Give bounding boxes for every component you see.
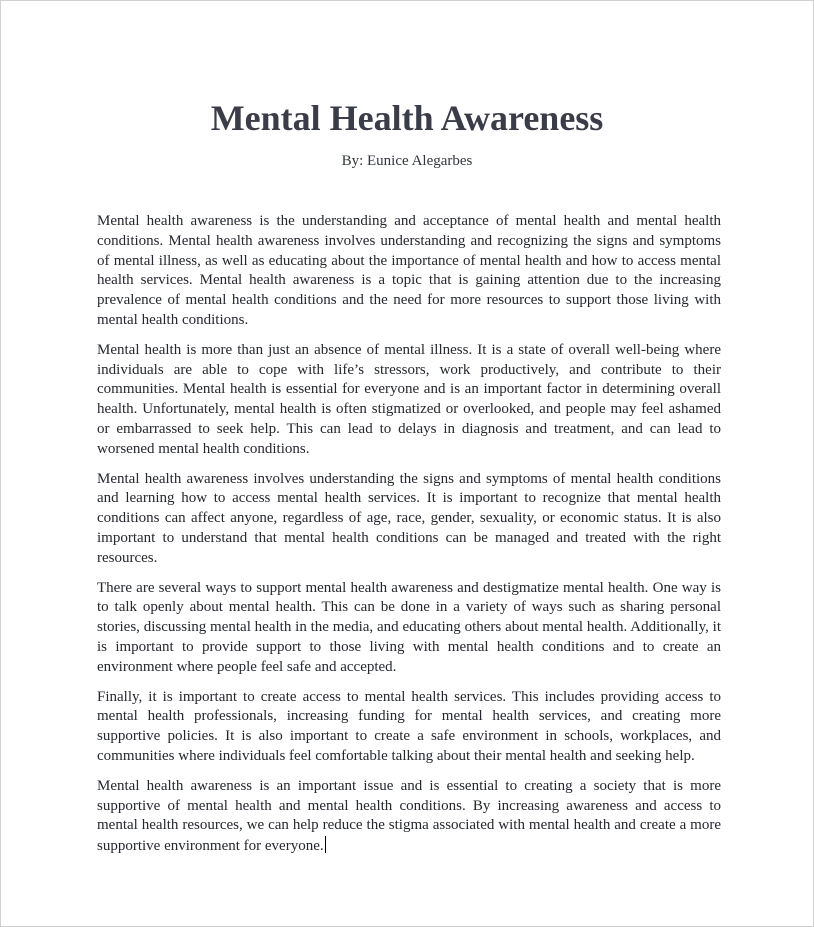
paragraph-last-text: Mental health awareness is an important issue and is essential to creating a society that is more supportive of mental health and mental health conditions. By increasing awareness and access to mental health resources, we can help reduce the stigma associated with mental health and create a more supportive environment for everyone. bbox=[97, 777, 721, 855]
paragraph: Mental health awareness involves understanding the signs and symptoms of mental health conditions and learning how to access mental health services. It is important to recognize that mental health conditions can affect anyone, regardless of age, race, gender, sexuality, or economic status. It is also important to understand that mental health conditions can be managed and treated with the right resources. bbox=[97, 470, 721, 566]
document-body[interactable] bbox=[97, 212, 721, 867]
paragraph-last bbox=[97, 777, 721, 857]
text-cursor bbox=[325, 836, 326, 853]
paragraph: There are several ways to support mental health awareness and destigmatize mental health. One way is to talk openly about mental health. This can be done in a variety of ways such as sharing personal stories, discussing mental health in the media, and educating others about mental health. Additionally, it is important to provide support to those living with mental health conditions and to create an environment where people feel safe and accepted. bbox=[97, 579, 721, 675]
paragraph: Mental health awareness is the understanding and acceptance of mental health and mental health conditions. Mental health awareness involves understanding and recognizing the signs and symptoms of mental illness, as well as educating about the importance of mental health and how to access mental health services. Mental health awareness is a topic that is gaining attention due to the increasing prevalence of mental health conditions and the need for more resources to support those living with mental health conditions. bbox=[97, 213, 721, 328]
document-title: Mental Health Awareness bbox=[210, 98, 604, 138]
paragraph: Finally, it is important to create access to mental health services. This includes providing access to mental health professionals, increasing funding for mental health services, and creating more supportive policies. It is also important to create a safe environment in schools, workplaces, and communities where individuals feel comfortable talking about their mental health and seeking help. bbox=[97, 688, 721, 764]
paragraph: Mental health is more than just an absence of mental illness. It is a state of overall well-being where individuals are able to cope with life’s stressors, work productively, and contribute to their communities. Mental health is essential for everyone and is an important factor in determining overall health. Unfortunately, mental health is often stigmatized or overlooked, and people may feel ashamed or embarrassed to seek help. This can lead to delays in diagnosis and treatment, and can lead to worsened mental health conditions. bbox=[97, 341, 721, 457]
document-author: By: Eunice Alegarbes bbox=[341, 153, 473, 169]
